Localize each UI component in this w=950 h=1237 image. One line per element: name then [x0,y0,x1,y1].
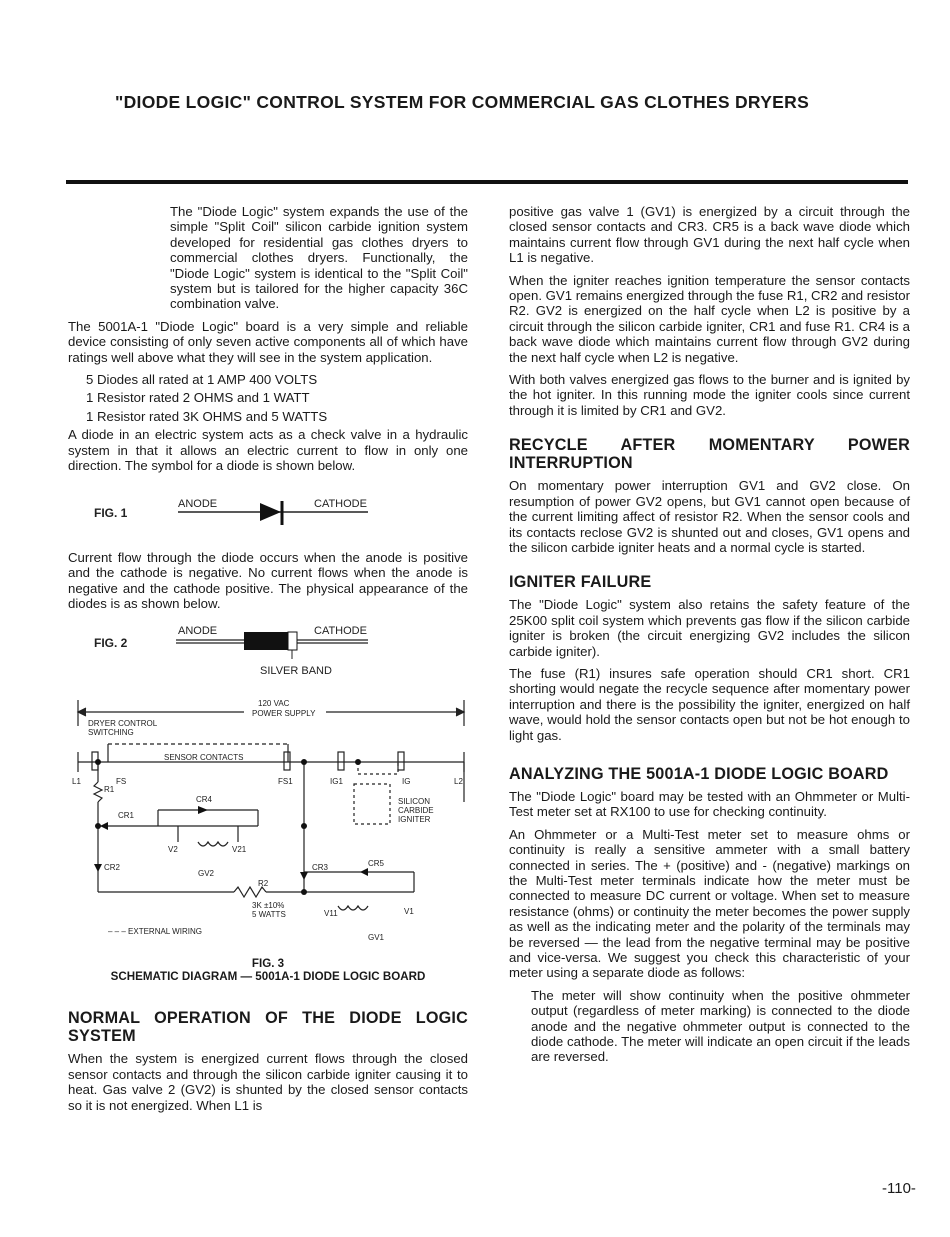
fig3-silicon-label: SILICON [398,796,431,806]
title-rule [66,180,908,184]
fig3-ig1-label: IG1 [330,776,343,786]
fig3-r2-watts-label: 5 WATTS [252,909,286,919]
fig2-cathode-label: CATHODE [314,624,367,637]
fig1-cathode-label: CATHODE [314,497,367,510]
fig3-r1-label: R1 [104,784,115,794]
fig3-cr3-label: CR3 [312,862,329,872]
fig3-fs-label: FS [116,776,127,786]
continuity-paragraph: The meter will show continuity when the positive ohmmeter output (regardless of meter marking) is connected to the diode anode and the negative ohmmeter output is connected to the diode cathode. The meter will indicate an open circuit if the leads are reversed. [531,987,910,1065]
fig3-supply-label-2: POWER SUPPLY [252,708,316,718]
heading-igniter-failure: IGNITER FAILURE [509,573,652,592]
fig3-cr1-label: CR1 [118,810,135,820]
fig3-caption: FIG. 3 [251,957,285,971]
normal-operation-paragraph: When the system is energized current flows through the closed sensor contacts and through the silicon carbide igniter causing it to heat. Gas valve 2 (GV2) is shunted by the closed sensor contacts so it is not energized. When L1 is [68,1051,468,1113]
fig3-dryer-control-label: DRYER CONTROL [88,718,158,728]
component-item-2: 1 Resistor rated 2 OHMS and 1 WATT [86,390,310,406]
heading-normal-operation: NORMAL OPERATION OF THE DIODE LOGIC SYSTEM [68,1009,468,1046]
fuse-paragraph: The fuse (R1) insures safe operation should CR1 short. CR1 shorting would negate the recycle sequence after momentary power interruption and there is the possibility the igniter, energized on half wave, would hold the sensor contacts open but not be hot enough to light gas. [509,665,910,743]
fig3-v1-label: V1 [404,906,414,916]
fig3-v11-label: V11 [324,908,338,918]
heading-recycle: RECYCLE AFTER MOMENTARY POWER INTERRUPTION [509,436,910,473]
intro-paragraph: The "Diode Logic" system expands the use of the simple "Split Coil" silicon carbide ignition system developed for residential gas clothes dryers to commercial clothes dryers. Functionally, the "Diode Logic" system is identical to the "Split Coil" system but is tailored for the higher capacity 36C combination valve. [170,204,468,312]
page-number: -110- [882,1180,916,1197]
fig2-diode-appearance [68,619,468,685]
ohmmeter-paragraph: The "Diode Logic" board may be tested with an Ohmmeter or Multi-Test meter set at RX100 to use for checking continuity. [509,788,910,820]
fig3-v2-label: V2 [168,844,178,854]
component-item-1: 5 Diodes all rated at 1 AMP 400 VOLTS [86,372,318,388]
fig3-r2-label: R2 [258,878,269,888]
fig3-l1-label: L1 [72,776,81,786]
fig3-cr4-label: CR4 [196,794,213,804]
gv1-paragraph: positive gas valve 1 (GV1) is energized by a circuit through the closed sensor contacts and CR3. CR5 is a back wave diode which maintains current flow through GV1 during the next half cycle when L1 is negative. [509,204,910,266]
fig3-l2-label: L2 [454,776,463,786]
fig3-switching-label: SWITCHING [88,727,134,737]
fig3-cr2-label: CR2 [104,862,121,872]
fig3-carbide-label: CARBIDE [398,805,434,815]
fig1-anode-label: ANODE [178,497,218,510]
fig3-v21-label: V21 [232,844,247,854]
fig3-schematic [68,692,468,954]
fig3-caption-title: SCHEMATIC DIAGRAM — 5001A-1 DIODE LOGIC BOARD [110,970,426,984]
igniter-temp-paragraph: When the igniter reaches ignition temperature the sensor contacts open. GV1 remains energized through the fuse R1, CR2 and resistor R2. GV2 is energized on the half cycle when L2 is positive by a circuit through the silicon carbide igniter, CR1 and fuse R1. CR4 is a back wave diode which maintains current flow through GV2 during the next half cycle when L2 is negative. [509,272,910,365]
current-flow-paragraph: Current flow through the diode occurs when the anode is positive and the cathode is negative. No current flows when the anode is negative and the cathode positive. The physical appearance of the diodes is as shown below. [68,549,468,612]
fig3-cr5-label: CR5 [368,858,385,868]
fig3-supply-label: 120 VAC [258,698,290,708]
recycle-paragraph: On momentary power interruption GV1 and GV2 close. On resumption of power GV2 opens, but GV1 cannot open because of the current limiting affect of resistor R2. When the sensor cools and its contacts reclose GV2 is shunted out and closes, GV1 opens and the silicon carbide igniter heats and a normal cycle is started. [509,478,910,555]
fig3-ig-label: IG [402,776,411,786]
component-item-3: 1 Resistor rated 3K OHMS and 5 WATTS [86,408,328,424]
fig2-anode-label: ANODE [178,624,218,637]
fig1-label: FIG. 1 [94,505,128,520]
fig3-sensor-label: SENSOR CONTACTS [164,752,244,762]
board-paragraph: The 5001A-1 "Diode Logic" board is a very simple and reliable device consisting of only seven active components all of which have ratings well above what they will see in the system application. [68,318,468,365]
fig3-r2-value-label: 3K ±10% [252,900,285,910]
fig3-external-wiring-label: – – – EXTERNAL WIRING [108,926,202,936]
fig1-diode-symbol [68,481,468,539]
fig3-fs1-label: FS1 [278,776,293,786]
running-mode-paragraph: With both valves energized gas flows to the burner and is ignited by the hot igniter. In this running mode the igniter cools since current through it is limited by CR1 and GV2. [509,372,910,418]
left-column [68,204,468,1120]
igniter-failure-paragraph: The "Diode Logic" system also retains the safety feature of the 25K00 split coil system which prevents gas flow if the silicon carbide igniter is broken (the circuit energizing GV2 includes the silicon carbide igniter). [509,597,910,659]
fig3-gv2-label: GV2 [198,868,215,878]
fig3-gv1-label: GV1 [368,932,385,942]
right-column [509,204,910,1072]
heading-analyzing: ANALYZING THE 5001A-1 DIODE LOGIC BOARD [509,764,889,783]
diode-paragraph: A diode in an electric system acts as a check valve in a hydraulic system in that it allows an electric current to flow in only one direction. The symbol for a diode is shown below. [68,427,468,474]
fig2-label: FIG. 2 [94,635,128,650]
page-title: "DIODE LOGIC" CONTROL SYSTEM FOR COMMERCIAL GAS CLOTHES DRYERS [115,92,810,112]
fig3-igniter-label: IGNITER [398,814,431,824]
fig2-silver-band-label: SILVER BAND [260,664,332,677]
meter-explanation-paragraph: An Ohmmeter or a Multi-Test meter set to measure ohms or continuity is really a sensitive ammeter with a small battery connected in series. The + (positive) and - (negative) markings on the Multi-Test meter terminals indicate how the meter must be connected to measure DC current or voltage. When set to measure resistance (ohms) or continuity the meter becomes the power supply as well as the indicating meter and the polarity of the terminals may be reversed — the lead from the negative terminal may be positive and vice-versa. We suggest you check this characteristic of your meter using a separate diode as follows: [509,826,910,981]
